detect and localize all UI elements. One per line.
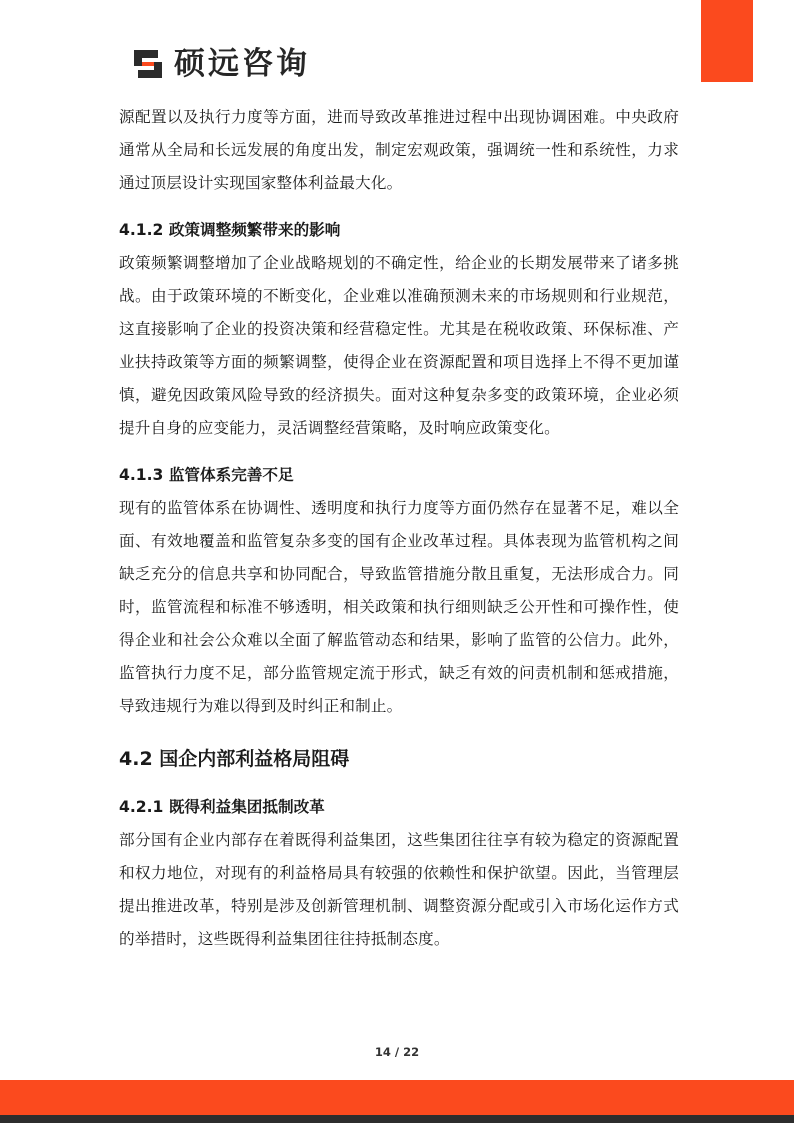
paragraph-4-1-2: 政策频繁调整增加了企业战略规划的不确定性，给企业的长期发展带来了诸多挑战。由于政策环境的不断变化，企业难以准确预测未来的市场规则和行业规范，这直接影响了企业的投资决策和经营稳定性。尤其是在税收政策、环保标准、产业扶持政策等方面的频繁调整，使得企业在资源配置和项目选择上不得不更加谨慎，避免因政策风险导致的经济损失。面对这种复杂多变的政策环境，企业必须提升自身的应变能力，灵活调整经营策略，及时响应政策变化。 <box>119 254 679 437</box>
heading-4-1-3: 4.1.3 监管体系完善不足 <box>119 466 294 484</box>
paragraph-4-2-1: 部分国有企业内部存在着既得利益集团，这些集团往往享有较为稳定的资源配置和权力地位，对现有的利益格局具有较强的依赖性和保护欲望。因此，当管理层提出推进改革，特别是涉及创新管理机制、调整资源分配或引入市场化运作方式的举措时，这些既得利益集团往往持抵制态度。 <box>119 831 679 948</box>
heading-4-2: 4.2 国企内部利益格局阻碍 <box>119 748 350 770</box>
logo-text: 硕远咨询 <box>174 46 310 82</box>
paragraph-4-1-3: 现有的监管体系在协调性、透明度和执行力度等方面仍然存在显著不足，难以全面、有效地覆盖和监管复杂多变的国有企业改革过程。具体表现为监管机构之间缺乏充分的信息共享和协同配合，导致监管措施分散且重复，无法形成合力。同时，监管流程和标准不够透明，相关政策和执行细则缺乏公开性和可操作性，使得企业和社会公众难以全面了解监管动态和结果，影响了监管的公信力。此外，监管执行力度不足，部分监管规定流于形式，缺乏有效的问责机制和惩戒措施，导致违规行为难以得到及时纠正和制止。 <box>119 499 679 715</box>
page-number: 14 / 22 <box>374 1045 420 1059</box>
company-logo <box>131 44 310 84</box>
heading-4-1-2: 4.1.2 政策调整频繁带来的影响 <box>119 221 341 239</box>
corner-accent-block <box>701 0 753 82</box>
footer-accent-bar <box>0 1080 794 1115</box>
paragraph-intro: 源配置以及执行力度等方面，进而导致改革推进过程中出现协调困难。中央政府通常从全局和长远发展的角度出发，制定宏观政策，强调统一性和系统性，力求通过顶层设计实现国家整体利益最大化。 <box>119 108 679 192</box>
footer-dark-bar <box>0 1115 794 1123</box>
heading-4-2-1: 4.2.1 既得利益集团抵制改革 <box>119 798 325 816</box>
logo-mark-icon <box>131 47 165 81</box>
document-body <box>119 101 679 956</box>
